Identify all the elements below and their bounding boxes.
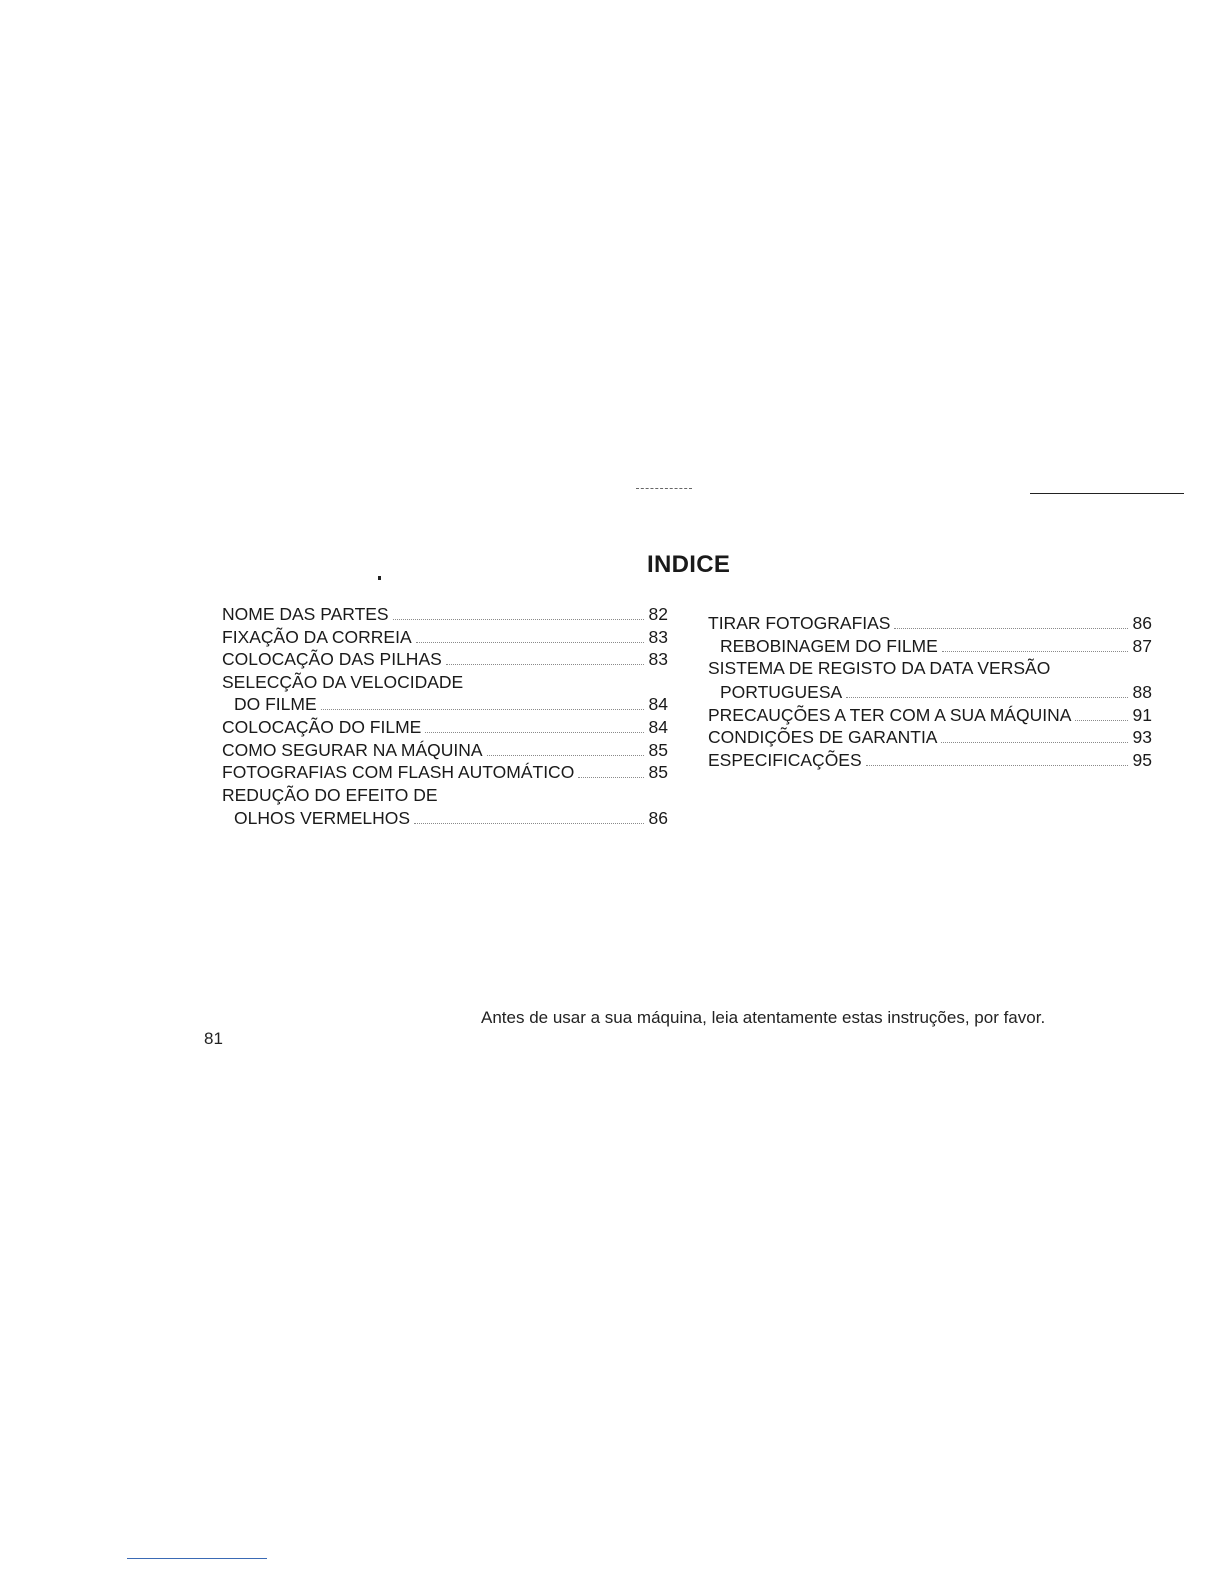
page-title: INDICE [647,551,731,578]
top-divider-right [1030,493,1184,494]
toc-entry-page: 87 [1132,635,1152,656]
toc-entry[interactable] [222,626,668,649]
toc-entry-label: FIXAÇÃO DA CORREIA [222,626,412,647]
toc-entry-page: 84 [648,716,668,737]
toc-entry-page: 93 [1132,727,1152,748]
toc-dot-leader [866,765,1128,766]
toc-entry-label: COLOCAÇÃO DAS PILHAS [222,649,442,670]
toc-entry-page: 91 [1132,704,1152,725]
toc-entry-label-line1[interactable]: REDUÇÃO DO EFEITO DE [222,784,438,805]
toc-dot-leader [416,642,644,643]
bottom-divider [127,1558,267,1559]
toc-entry-page: 88 [1132,681,1152,702]
toc-entry[interactable] [708,680,1152,704]
toc-entry-label: PORTUGUESA [720,681,843,702]
toc-entry-page: 86 [1132,613,1152,633]
top-divider-short [636,488,692,489]
toc-entry-label: OLHOS VERMELHOS [234,808,411,829]
toc-entry-label: TIRAR FOTOGRAFIAS [708,613,891,633]
toc-dot-leader [846,697,1127,698]
toc-entry[interactable] [222,693,668,716]
toc-entry-label: DO FILME [234,694,317,715]
toc-dot-leader [894,628,1127,629]
toc-dot-leader [321,709,644,710]
toc-entry[interactable] [708,635,1152,658]
toc-entry-page: 95 [1132,749,1152,770]
toc-dot-leader [393,619,644,620]
print-speck [378,576,381,580]
toc-entry-label: ESPECIFICAÇÕES [708,749,862,770]
toc-dot-leader [941,742,1127,743]
toc-dot-leader [414,823,644,824]
toc-entry-label: FOTOGRAFIAS COM FLASH AUTOMÁTICO [222,762,575,783]
toc-entry-page: 86 [648,808,668,829]
toc-entry[interactable] [222,739,668,762]
toc-entry[interactable] [222,648,668,671]
toc-dot-leader [487,755,644,756]
toc-entry-page: 83 [648,649,668,670]
toc-entry-page: 84 [648,694,668,715]
toc-entry-label-line1[interactable]: SELECÇÃO DA VELOCIDADE [222,671,464,692]
toc-entry[interactable] [708,726,1152,749]
toc-entry[interactable] [222,761,668,784]
toc-entry-label: CONDIÇÕES DE GARANTIA [708,727,938,748]
toc-entry-page: 85 [648,762,668,783]
toc-entry[interactable] [222,806,668,830]
toc-right-column [708,612,1152,772]
toc-entry-label: NOME DAS PARTES [222,604,389,624]
toc-entry-page: 83 [648,626,668,647]
toc-left-column [222,603,668,830]
toc-entry-label: COMO SEGURAR NA MÁQUINA [222,739,483,760]
toc-entry[interactable] [708,749,1152,772]
toc-entry-label: COLOCAÇÃO DO FILME [222,716,422,737]
toc-dot-leader [1075,720,1127,721]
toc-entry[interactable] [222,603,668,626]
toc-dot-leader [578,777,643,778]
instruction-note: Antes de usar a sua máquina, leia atentamente estas instruções, por favor. [481,1008,1046,1027]
toc-entry-label: PRECAUÇÕES A TER COM A SUA MÁQUINA [708,704,1072,725]
toc-entry[interactable] [708,612,1152,635]
toc-entry-page: 85 [648,739,668,760]
toc-entry-page: 82 [648,604,668,624]
page-number: 81 [204,1029,223,1048]
toc-entry[interactable] [708,704,1152,727]
toc-dot-leader [425,732,643,733]
toc-entry-label-line1[interactable]: SISTEMA DE REGISTO DA DATA VERSÃO [708,658,1051,679]
toc-entry[interactable] [222,716,668,739]
toc-dot-leader [942,651,1128,652]
toc-entry-label: REBOBINAGEM DO FILME [720,635,938,656]
toc-dot-leader [446,664,644,665]
